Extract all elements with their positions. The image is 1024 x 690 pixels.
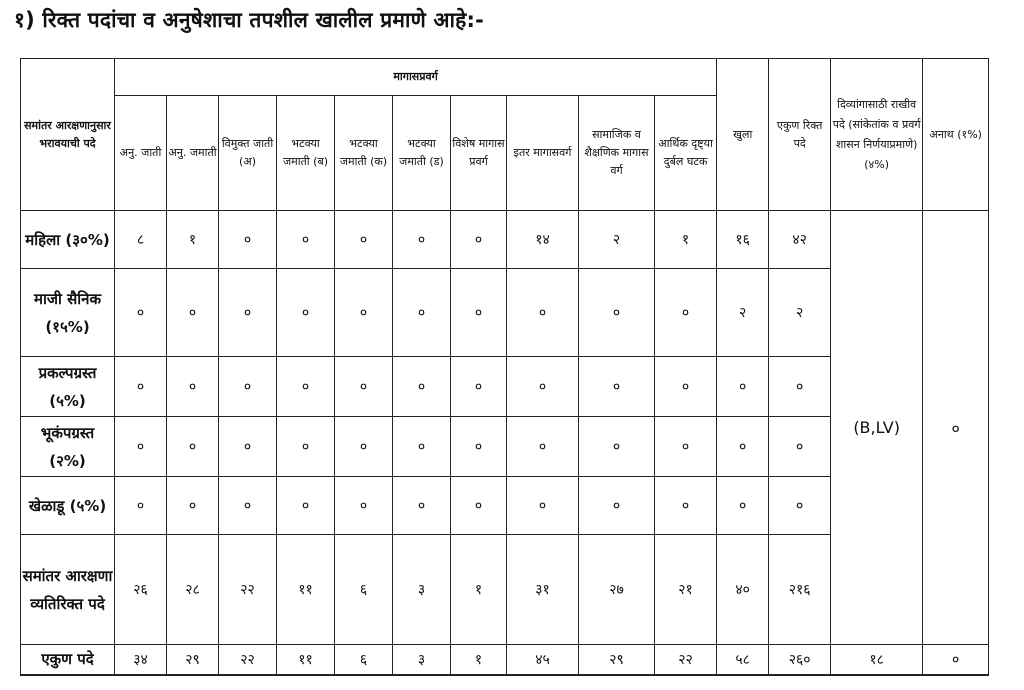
cell: ०	[507, 357, 579, 417]
col-header-sc: अनु. जाती	[115, 96, 167, 211]
cell: ०	[717, 477, 769, 535]
cell: १६	[717, 211, 769, 269]
cell: २७	[579, 535, 655, 645]
cell: ११	[277, 535, 335, 645]
cell: २१	[655, 535, 717, 645]
cell: ३	[393, 535, 451, 645]
cell: ०	[717, 417, 769, 477]
total-row-label: एकुण पदे	[21, 645, 115, 675]
cell: ०	[451, 269, 507, 357]
row-label: भूकंपग्रस्त (२%)	[21, 417, 115, 477]
cell: ०	[219, 269, 277, 357]
cell: ६	[335, 645, 393, 675]
cell: ०	[451, 357, 507, 417]
cell: १	[451, 645, 507, 675]
header-row-1	[21, 59, 989, 96]
cell: ०	[393, 357, 451, 417]
cell: ३१	[507, 535, 579, 645]
cell: ०	[277, 477, 335, 535]
cell: ०	[655, 269, 717, 357]
cell: ०	[167, 417, 219, 477]
cell: ५८	[717, 645, 769, 675]
cell: ०	[335, 357, 393, 417]
cell: २	[769, 269, 831, 357]
orphan-total-cell: ०	[923, 645, 989, 675]
cell: ०	[769, 477, 831, 535]
cell: १	[451, 535, 507, 645]
row-label: प्रकल्पग्रस्त (५%)	[21, 357, 115, 417]
cell: ०	[335, 417, 393, 477]
cell: ०	[655, 477, 717, 535]
cell: २६	[115, 535, 167, 645]
col-header-nt-b: भटक्या जमाती (ब)	[277, 96, 335, 211]
cell: ०	[451, 211, 507, 269]
cell: ०	[717, 357, 769, 417]
cell: ०	[655, 417, 717, 477]
cell: ०	[335, 269, 393, 357]
cell: ०	[277, 357, 335, 417]
col-header-ews: आर्थिक दृष्ट्या दुर्बल घटक	[655, 96, 717, 211]
cell: ०	[393, 477, 451, 535]
cell: ०	[115, 477, 167, 535]
col-header-sebc: सामाजिक व शैक्षणिक मागास वर्ग	[579, 96, 655, 211]
cell: ४२	[769, 211, 831, 269]
row-label: माजी सैनिक (१५%)	[21, 269, 115, 357]
col-header-nt-c: भटक्या जमाती (क)	[335, 96, 393, 211]
cell: ८	[115, 211, 167, 269]
cell: ०	[579, 357, 655, 417]
total-row	[21, 645, 989, 675]
cell: १	[167, 211, 219, 269]
cell: ०	[393, 417, 451, 477]
cell: ०	[507, 477, 579, 535]
cell: २६०	[769, 645, 831, 675]
cell: ०	[769, 417, 831, 477]
cell: २२	[219, 535, 277, 645]
cell: २१६	[769, 535, 831, 645]
cell: ०	[451, 417, 507, 477]
cell: ४०	[717, 535, 769, 645]
cell: ०	[579, 477, 655, 535]
cell: ०	[507, 417, 579, 477]
cell: ०	[219, 357, 277, 417]
row-label: समांतर आरक्षणा व्यतिरिक्त पदे	[21, 535, 115, 645]
vacancy-reservation-table	[20, 58, 989, 676]
col-header-vj-a: विमुक्त जाती (अ)	[219, 96, 277, 211]
cell: २९	[579, 645, 655, 675]
cell: ०	[769, 357, 831, 417]
cell: ०	[277, 269, 335, 357]
cell: ०	[277, 417, 335, 477]
cell: ३४	[115, 645, 167, 675]
cell: ०	[655, 357, 717, 417]
cell: ०	[167, 477, 219, 535]
cell: ०	[335, 477, 393, 535]
col-header-orphan: अनाथ (१%)	[923, 59, 989, 211]
divyang-total-cell: १८	[831, 645, 923, 675]
cell: ०	[335, 211, 393, 269]
col-header-st: अनु. जमाती	[167, 96, 219, 211]
cell: २२	[219, 645, 277, 675]
cell: ०	[451, 477, 507, 535]
cell: ०	[115, 417, 167, 477]
cell: ०	[579, 417, 655, 477]
cell: ०	[277, 211, 335, 269]
cell: २२	[655, 645, 717, 675]
cell: १	[655, 211, 717, 269]
cell: ०	[115, 269, 167, 357]
cell: २	[579, 211, 655, 269]
cell: ०	[393, 211, 451, 269]
cell: १४	[507, 211, 579, 269]
orphan-merged-cell: ०	[923, 211, 989, 645]
cell: ४५	[507, 645, 579, 675]
cell: २८	[167, 535, 219, 645]
cell: ३	[393, 645, 451, 675]
cell: ०	[167, 357, 219, 417]
cell: ०	[219, 417, 277, 477]
section-heading: १) रिक्त पदांचा व अनुषेशाचा तपशील खालील प्रमाणे आहे:-	[14, 8, 484, 32]
row-label: महिला (३०%)	[21, 211, 115, 269]
col-header-nt-d: भटक्या जमाती (ड)	[393, 96, 451, 211]
row-header-cell: समांतर आरक्षणानुसार भरावयाची पदे	[21, 59, 115, 211]
backward-class-group-header: मागासप्रवर्ग	[115, 59, 717, 96]
cell: ११	[277, 645, 335, 675]
cell: ०	[219, 477, 277, 535]
cell: ०	[579, 269, 655, 357]
cell: ०	[507, 269, 579, 357]
cell: ०	[115, 357, 167, 417]
cell: ०	[393, 269, 451, 357]
cell: ०	[167, 269, 219, 357]
table-row	[21, 211, 989, 269]
col-header-sbc: विशेष मागास प्रवर्ग	[451, 96, 507, 211]
col-header-open: खुला	[717, 59, 769, 211]
cell: ०	[219, 211, 277, 269]
col-header-divyang: दिव्यांगासाठी राखीव पदे (सांकेतांक व प्रवर्ग शासन निर्णयाप्रमाणे) (४%)	[831, 59, 923, 211]
cell: २९	[167, 645, 219, 675]
col-header-obc: इतर मागासवर्ग	[507, 96, 579, 211]
row-label: खेळाडू (५%)	[21, 477, 115, 535]
divyang-merged-cell: (B,LV)	[831, 211, 923, 645]
cell: ६	[335, 535, 393, 645]
cell: २	[717, 269, 769, 357]
col-header-total: एकुण रिक्त पदे	[769, 59, 831, 211]
